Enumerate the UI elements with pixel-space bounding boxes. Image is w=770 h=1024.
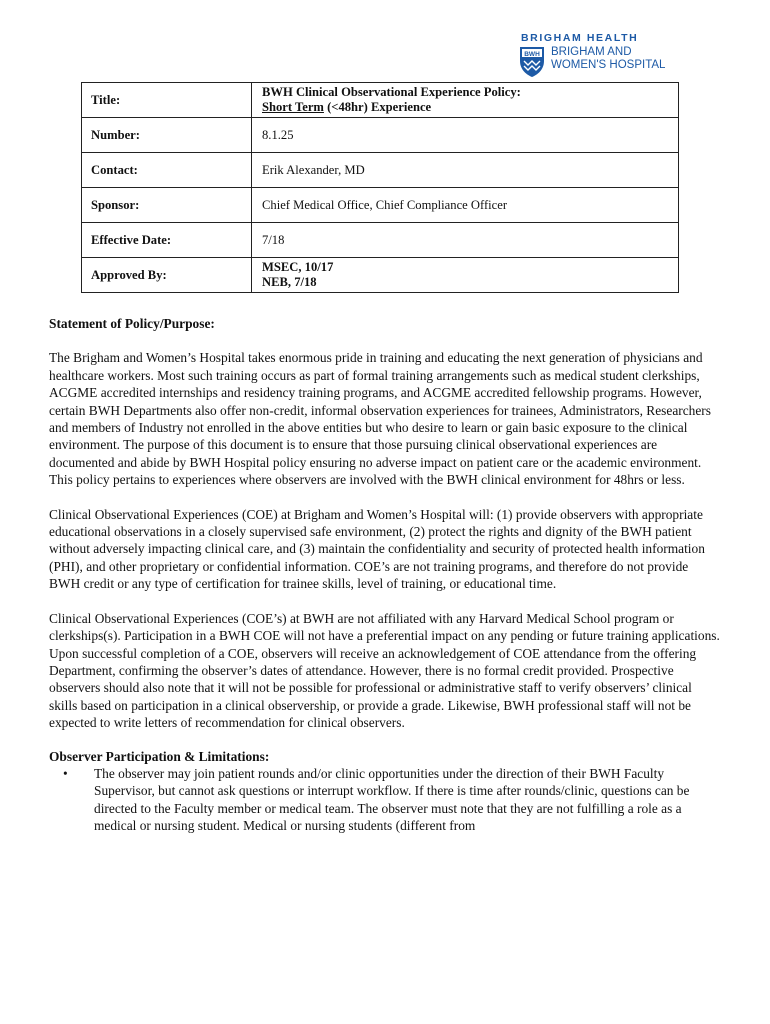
observer-bullet-list: [49, 765, 721, 835]
statement-heading: Statement of Policy/Purpose:: [49, 316, 215, 331]
table-row: [82, 153, 679, 188]
title-underlined: Short Term: [262, 100, 324, 114]
approved-by-label: Approved By:: [82, 258, 252, 293]
logo-hospital-name: BRIGHAM AND WOMEN'S HOSPITAL: [551, 46, 666, 71]
paragraph-affiliation: Clinical Observational Experiences (COE’s) at BWH are not affiliated with any Harvard Medical School program or clerkships(s). Participation in a BWH COE will not have a preferential impact on any pending or future training applications. Upon successful completion of a COE, observers will receive an acknowledgement of COE attendance from the offering Department, confirming the observer’s dates of attendance. However, there is no formal credit provided. Prospective observers should also note that it will not be possible for professional or administrative staff to verify observers’ clinical skills based on participation in a clinical observership, or provide a grade. Likewise, BWH professional staff will not be expected to write letters of recommendation for clinical observers.: [49, 610, 720, 731]
title-value: BWH Clinical Observational Experience Policy: Short Term (<48hr) Experience: [252, 83, 679, 118]
title-label: Title:: [82, 83, 252, 118]
table-row: [82, 223, 679, 258]
policy-info-table: [81, 82, 679, 293]
paragraph-coe: Clinical Observational Experiences (COE) at Brigham and Women’s Hospital will: (1) provide observers with appropriate educational observations in a closely supervised safe environment, (2) protect the rights and dignity of the BWH patient without adversely impacting clinical care, and (3) maintain the confidentiality and security of protected health information (PHI), and other proprietary or confidential information. COE’s are not training programs, and therefore do not provide BWH credit or any type of certification for trainee skills, level of training, or educational time.: [49, 506, 705, 592]
contact-label: Contact:: [82, 153, 252, 188]
paragraph-purpose: The Brigham and Women’s Hospital takes enormous pride in training and educating the next generation of physicians and healthcare workers. Most such training occurs as part of formal training arrangements such as medical student clerkships, ACGME accredited internships and residency training programs, and ACGME accredited fellowship programs. However, certain BWH Departments also offer non-credit, informal observation experiences for trainees, Administrators, Researchers and members of Industry not enrolled in the above entities but who desire to learn or gain basic exposure to the clinical environment. The purpose of this document is to ensure that those pursuing clinical observational experiences are documented and abide by BWH Hospital policy ensuring no adverse impact on patient care or the academic environment. This policy pertains to experiences where observers are involved with the BWH clinical environment for 48hrs or less.: [49, 350, 711, 488]
effective-date-value: 7/18: [252, 223, 679, 258]
list-item: • The observer may join patient rounds and/or clinic opportunities under the direction of their BWH Faculty Supervisor, but cannot ask questions or interrupt workflow. If there is time after rounds/clinic, questions can be directed to the Faculty member or medical team. The observer must note that they are not fulfilling a role as a medical or nursing student. Medical or nursing students (different from: [94, 765, 721, 835]
table-row: [82, 118, 679, 153]
table-row: [82, 83, 679, 118]
brigham-health-logo: [519, 32, 689, 82]
table-row: [82, 188, 679, 223]
number-label: Number:: [82, 118, 252, 153]
logo-org-name: BRIGHAM HEALTH: [521, 32, 639, 44]
approved-by-value: MSEC, 10/17 NEB, 7/18: [252, 258, 679, 293]
observer-heading: Observer Participation & Limitations:: [49, 748, 270, 764]
policy-body: [49, 315, 721, 835]
number-value: 8.1.25: [252, 118, 679, 153]
sponsor-label: Sponsor:: [82, 188, 252, 223]
shield-text: BWH: [524, 51, 540, 58]
table-row: [82, 258, 679, 293]
contact-value: Erik Alexander, MD: [252, 153, 679, 188]
shield-icon: [519, 46, 545, 78]
sponsor-value: Chief Medical Office, Chief Compliance Officer: [252, 188, 679, 223]
effective-date-label: Effective Date:: [82, 223, 252, 258]
